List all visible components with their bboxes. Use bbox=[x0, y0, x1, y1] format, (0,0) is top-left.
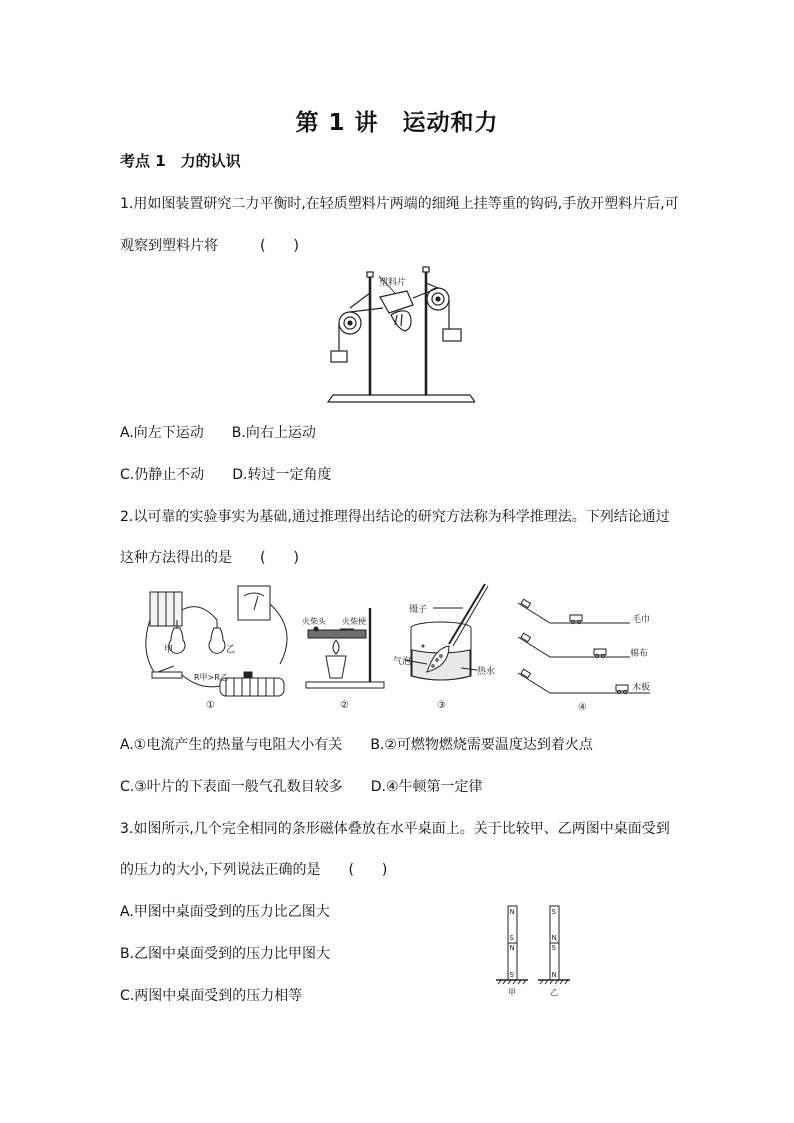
q2-figure-2 bbox=[300, 600, 390, 712]
pole-yi-2: N bbox=[551, 934, 557, 942]
q2-stem-line1: 2.以可靠的实验事实为基础,通过推理得出结论的研究方法称为科学推理法。下列结论通过 bbox=[120, 509, 670, 525]
cart-2 bbox=[594, 649, 606, 655]
label-bubble: 气泡 bbox=[393, 657, 412, 667]
cart-1 bbox=[570, 615, 582, 621]
pole-yi-4: N bbox=[551, 971, 557, 979]
label-cotton: 棉布 bbox=[630, 649, 649, 659]
q1-stem-line1: 1.用如图装置研究二力平衡时,在轻质塑料片两端的细绳上挂等重的钩码,手放开塑料片后,可 bbox=[120, 196, 679, 212]
incline-2 bbox=[518, 637, 630, 657]
page-title: 第 1 讲 运动和力 bbox=[295, 110, 499, 136]
figure-number-1: ① bbox=[206, 700, 215, 711]
pole-jia-1: N bbox=[509, 908, 515, 916]
pole-jia-4: S bbox=[509, 971, 514, 979]
label-yi: 乙 bbox=[550, 988, 558, 997]
label-wood: 木板 bbox=[632, 683, 651, 693]
stand-base bbox=[306, 682, 384, 688]
plastic-card bbox=[380, 291, 413, 313]
left-weight bbox=[331, 351, 347, 362]
label-hot-water: 热水 bbox=[477, 667, 496, 677]
switch-base bbox=[152, 672, 182, 678]
incline-3 bbox=[518, 673, 650, 693]
q1-options-cd: C.仍静止不动 D.转过一定角度 bbox=[120, 467, 332, 483]
q3-figure bbox=[492, 902, 582, 998]
cart-3 bbox=[616, 685, 628, 691]
figure-number-2: ② bbox=[340, 700, 349, 711]
meter bbox=[238, 586, 270, 620]
q1-stem-line2: 观察到塑料片将 ( ) bbox=[120, 238, 299, 254]
q3-option-c: C.两图中桌面受到的压力相等 bbox=[120, 988, 303, 1004]
right-weight bbox=[443, 329, 461, 341]
pole-jia-2: S bbox=[509, 934, 514, 942]
flame bbox=[333, 640, 339, 654]
q2-options-ab: A.①电流产生的热量与电阻大小有关 B.②可燃物燃烧需要温度达到着火点 bbox=[120, 737, 593, 753]
q3-stem-line2: 的压力的大小,下列说法正确的是 ( ) bbox=[120, 862, 388, 878]
figure-number-4: ④ bbox=[578, 702, 587, 713]
pole-yi-1: S bbox=[551, 908, 556, 916]
label-jia: 甲 bbox=[164, 645, 174, 655]
pole-yi-3: S bbox=[551, 944, 556, 952]
alcohol-lamp bbox=[326, 656, 346, 678]
plastic-card-label: 塑料片 bbox=[379, 278, 407, 288]
label-yi: 乙 bbox=[226, 645, 236, 655]
label-towel: 毛巾 bbox=[632, 615, 651, 625]
label-tweezers: 镊子 bbox=[409, 605, 428, 615]
q2-options-cd: C.③叶片的下表面一般气孔数目较多 D.④牛顿第一定律 bbox=[120, 779, 483, 795]
q2-figure-1 bbox=[140, 580, 302, 712]
section-heading: 考点 1 力的认识 bbox=[120, 152, 241, 170]
label-match-head: 火柴头 bbox=[302, 617, 326, 626]
figure-number-3: ③ bbox=[437, 700, 446, 711]
q3-option-b: B.乙图中桌面受到的压力比甲图大 bbox=[120, 946, 331, 962]
q2-figure-3 bbox=[393, 580, 503, 712]
label-match-stem: 火柴梗 bbox=[342, 617, 366, 626]
label-resistance: R甲>R乙 bbox=[194, 673, 228, 682]
q3-option-a: A.甲图中桌面受到的压力比乙图大 bbox=[120, 904, 330, 920]
flask-yi bbox=[209, 628, 225, 653]
q2-figure-4 bbox=[512, 593, 657, 713]
q3-stem-line1: 3.如图所示,几个完全相同的条形磁体叠放在水平桌面上。关于比较甲、乙两图中桌面受到 bbox=[120, 821, 670, 837]
pole-jia-3: N bbox=[509, 944, 515, 952]
base-plate bbox=[328, 395, 475, 402]
q1-options-ab: A.向左下运动 B.向右上运动 bbox=[120, 425, 316, 441]
label-jia: 甲 bbox=[508, 988, 516, 997]
q1-figure bbox=[325, 263, 475, 405]
q2-stem-line2: 这种方法得出的是 ( ) bbox=[120, 550, 299, 566]
